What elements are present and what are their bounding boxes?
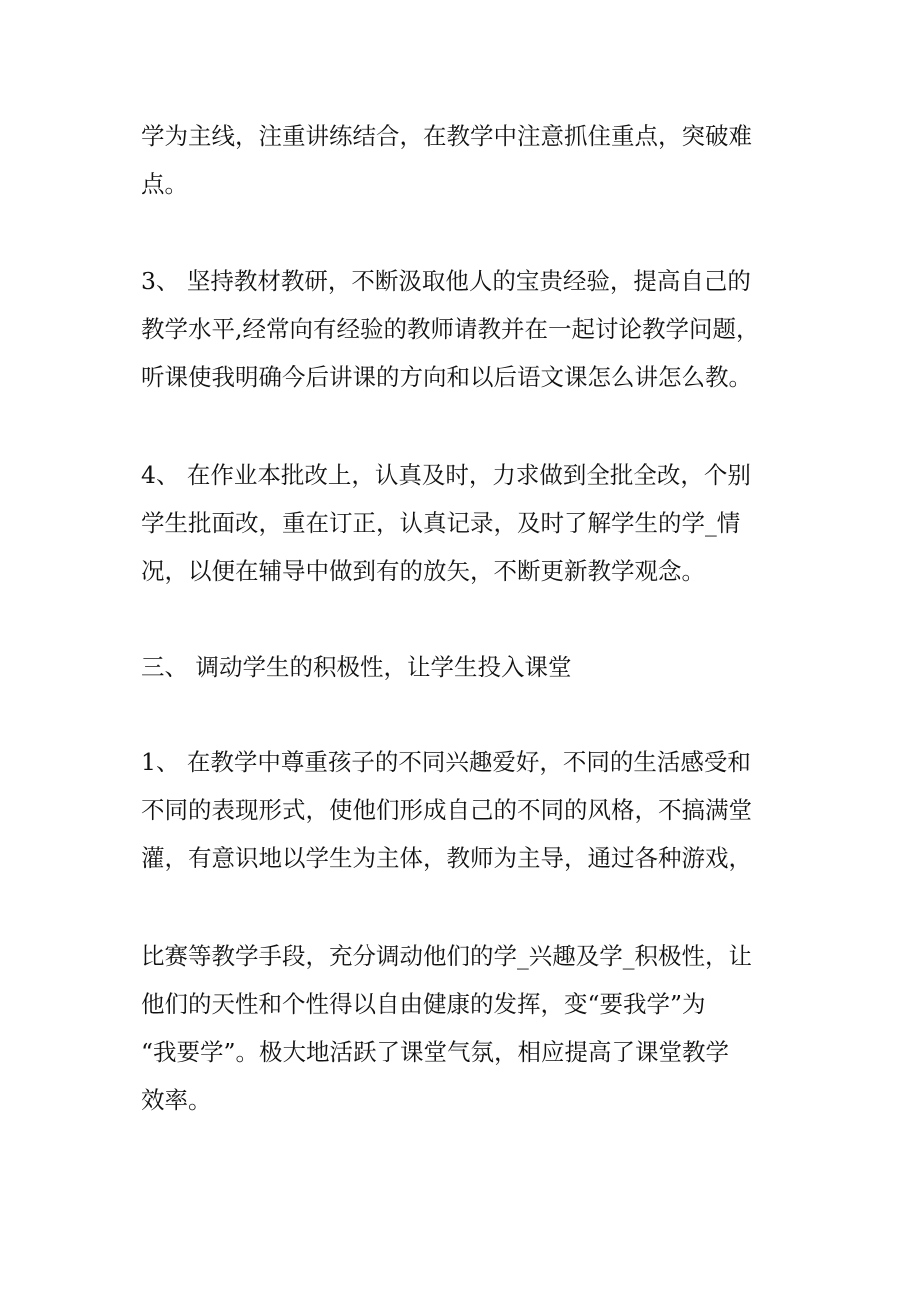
text-line: 点。 [141,170,188,198]
paragraph-item-1 [141,738,791,882]
text-line: 效率。 [141,1086,212,1114]
paragraph-continued [141,112,791,208]
text-line: 学为主线，注重讲练结合，在教学中注意抓住重点，突破难 [141,122,752,150]
text-line: 4、 在作业本批改上，认真及时，力求做到全批全改，个别 [141,461,751,489]
text-line: 灌，有意识地以学生为主体，教师为主导，通过各种游戏， [141,844,752,872]
text-line: “我要学”。极大地活跃了课堂气氛，相应提高了课堂教学 [141,1038,730,1066]
text-line: 1、 在教学中尊重孩子的不同兴趣爱好，不同的生活感受和 [141,748,751,776]
text-line: 听课使我明确今后讲课的方向和以后语文课怎么讲怎么教。 [141,363,752,391]
section-heading-3 [141,643,791,691]
text-line: 教学水平,经常向有经验的教师请教并在一起讨论教学问题， [141,315,760,343]
paragraph-continued-2 [141,932,791,1124]
text-line: 况，以便在辅导中做到有的放矢，不断更新教学观念。 [141,557,705,585]
text-line: 不同的表现形式，使他们形成自己的不同的风格，不搞满堂 [141,796,752,824]
text-line: 他们的天性和个性得以自由健康的发挥，变“要我学”为 [141,990,706,1018]
paragraph-item-4 [141,451,791,595]
text-line: 比赛等教学手段，充分调动他们的学_兴趣及学_积极性，让 [141,942,752,970]
text-line: 学生批面改，重在订正，认真记录，及时了解学生的学_情 [141,509,741,537]
heading-line: 三、 调动学生的积极性，让学生投入课堂 [141,653,572,681]
text-line: 3、 坚持教材教研，不断汲取他人的宝贵经验，提高自己的 [141,267,751,295]
paragraph-item-3 [141,257,791,401]
